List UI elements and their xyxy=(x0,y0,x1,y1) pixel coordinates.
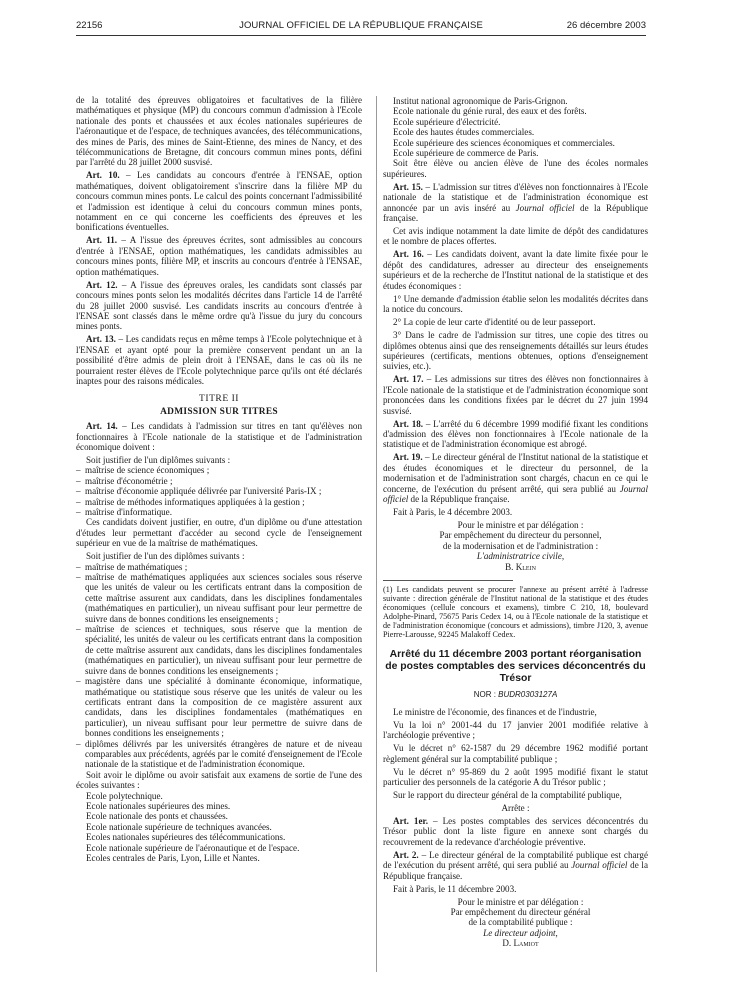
vu-decret-1995: Vu le décret n° 95-869 du 2 août 1995 modifié fixant le statut particulier des personnels de la catégorie A du Trésor public ; xyxy=(383,766,648,788)
list-item: – magistère dans une spécialité à dominante économique, informatique, mathématique ou statistique sous réserve que les unités de valeur ou les certificats entrant dans la composition de ce magistère assurent aux candidats, dans les disciplines fondamentales (mathématiques en particulier), un niveau suffisant pour leur permettre de suivre dans de bonnes conditions les enseignements ; xyxy=(76,676,362,738)
footnote: (1) Les candidats peuvent se procurer l'annexe au présent arrêté à l'adresse suivante : direction générale de l'Institut national de la statistique et des études économiques (cellule concours et examens), timbre C 210, 18, boulevard Adolphe-Pinard, 75675 Paris Cedex 14, ou à l'Ecole nationale de la statistique et de l'administration économique (concours et admissions), timbre J120, 3, avenue Pierre-Larousse, 92245 Malakoff Cedex. xyxy=(383,585,648,639)
article-text: – Les candidats au concours d'entrée à l'ENSAE, option mathématiques, doivent obligatoirement s'inscrire dans la filière MP du concours commun mines ponts. Le calcul des points concernant l'admissibilité et l'admission est identique à celui du concours commun mines ponts, notamment en ce qui concerne les coefficients des épreuves et les bonifications éventuelles. xyxy=(76,170,363,233)
school-item: Ecoles nationales supérieures des télécommunications. xyxy=(86,832,286,843)
nor-reference xyxy=(383,690,648,700)
article-text: – Les admissions sur titres des élèves non fonctionnaires à l'Ecole nationale de la statistique et de l'administration économique sont prononcées dans les conditions fixées par le décret du 27 juin 1994 susvisé. xyxy=(383,374,648,416)
signature-line: Par empêchement du directeur général xyxy=(450,907,591,918)
list-item: – maîtrise d'économétrie ; xyxy=(76,476,362,486)
school-list xyxy=(76,791,362,864)
signature-line: Par empêchement du directeur du personnel, xyxy=(439,530,602,541)
school-item: Ecole supérieure des sciences économiques et commerciales. xyxy=(393,137,615,148)
school-item: Ecole des hautes études commerciales. xyxy=(393,127,535,138)
school-item: Ecole nationale des ponts et chaussées. xyxy=(86,811,228,822)
soit-justifier-2: Soit justifier de l'un des diplômes suivants : xyxy=(86,551,245,562)
school-item: Ecole supérieure de commerce de Paris. xyxy=(393,148,539,159)
list-item: – maîtrise d'économie appliquée délivrée par l'université Paris-IX ; xyxy=(76,486,362,496)
signatory-name: D. Lamiot xyxy=(502,938,539,949)
article-number: Art. 16. xyxy=(393,249,424,260)
page-header xyxy=(76,18,646,34)
article-15 xyxy=(383,182,648,224)
journal-reference: Journal officiel xyxy=(383,483,648,504)
section-subtitle: ADMISSION SUR TITRES xyxy=(160,406,278,417)
signature-block-1 xyxy=(393,520,648,572)
article-text: – Les candidats doivent, avant la date limite fixée pour le dépôt des candidatures, adresser au directeur des enseignements supérieurs et de la recherche de l'Institut national de la statistique et des études économiques : xyxy=(383,249,649,291)
article-13 xyxy=(76,334,362,386)
school-item: Ecole nationale supérieure de l'aéronautique et de l'espace. xyxy=(86,842,300,853)
article-number: Art. 19. xyxy=(393,452,423,463)
article-text: – Les candidats à l'admission sur titres en tant qu'élèves non fonctionnaires à l'Ecole nationale de la statistique et de l'administration économique doivent : xyxy=(76,421,362,452)
list-item: – maîtrise de science économiques ; xyxy=(76,465,362,475)
signature-line: Pour le ministre et par délégation : xyxy=(457,896,584,907)
article-11 xyxy=(76,235,362,277)
journal-reference: Journal officiel xyxy=(515,202,575,213)
school-item: Ecoles centrales de Paris, Lyon, Lille et Nantes. xyxy=(86,853,260,863)
article-text: – Le directeur général de la comptabilité publique est chargé de l'exécution du présent arrêté, qui sera publié au xyxy=(383,849,648,871)
article-19 xyxy=(383,452,648,504)
article-text: de la République française. xyxy=(383,860,648,881)
article-text: – L'admission sur titres d'élèves non fonctionnaires à l'Ecole nationale de la statistique et de l'administration économique est annoncée par un avis inséré au xyxy=(383,181,648,213)
section-title: TITRE II xyxy=(199,393,239,405)
fait-a-paris-2: Fait à Paris, le 11 décembre 2003. xyxy=(393,883,517,894)
article-number: Art. 12. xyxy=(86,279,118,290)
vu-decret-1962: Vu le décret n° 62-1587 du 29 décembre 1962 modifié portant règlement général sur la comptabilité publique ; xyxy=(383,743,648,764)
article-10 xyxy=(76,170,362,232)
soit-justifier-1: Soit justifier de l'un diplômes suivants : xyxy=(86,454,231,465)
diploma-list-2 xyxy=(76,562,362,770)
footnote-rule xyxy=(383,580,513,581)
article-number: Art. 18. xyxy=(393,418,424,429)
article-number: Art. 15. xyxy=(393,181,423,192)
school-item: Ecole nationale du génie rural, des eaux et des forêts. xyxy=(393,106,587,117)
article-text: de la République française. xyxy=(408,493,510,504)
article-14 xyxy=(76,421,362,452)
school-item: Ecole polytechnique. xyxy=(86,790,163,801)
list-item: – maîtrise de sciences et techniques, sous réserve que la mention de spécialité, les unités de valeur ou les certificats entrant dans la composition de cette maîtrise assurent aux candidats, dans les disciplines fondamentales (mathématiques en particulier), un niveau suffisant pour leur permettre de suivre dans de bonnes conditions les enseignements ; xyxy=(76,624,362,676)
article-18 xyxy=(383,419,648,450)
article-number: Art. 14. xyxy=(86,421,118,432)
fait-a-paris-1: Fait à Paris, le 4 décembre 2003. xyxy=(393,506,513,517)
article-number: Art. 10. xyxy=(86,170,120,181)
journal-title: JOURNAL OFFICIEL DE LA RÉPUBLIQUE FRANÇAISE xyxy=(239,20,483,31)
article-number: Art. 1er. xyxy=(393,816,428,827)
signatory-role: L'administratrice civile, xyxy=(476,551,565,562)
article-16 xyxy=(383,249,648,291)
numbered-item-3: 3° Dans le cadre de l'admission sur titres, une copie des titres ou diplômes obtenus ainsi que des renseignements détaillés sur leurs études supérieures (certificats, mentions obtenues, options d'enseignement suivies, etc.). xyxy=(383,330,648,372)
list-item: – maîtrise de mathématiques ; xyxy=(76,562,362,572)
school-item: Ecole supérieure d'électricité. xyxy=(393,116,501,127)
article-2 xyxy=(383,850,648,881)
article-text: – A l'issue des épreuves orales, les candidats sont classés par concours mines ponts selon les modalités décrites dans l'article 14 de l'arrêté du 28 juillet 2000 susvisé. Les candidats inscrits au concours d'entrée à l'ENSAE sont classés dans le même ordre qu'à l'issue du jury du concours mines ponts. xyxy=(76,279,362,332)
header-rule xyxy=(76,35,646,36)
article-number: Art. 11. xyxy=(86,235,118,246)
signature-line: Pour le ministre et par délégation : xyxy=(457,519,584,530)
sur-le-rapport: Sur le rapport du directeur général de la comptabilité publique, xyxy=(393,790,622,801)
column-separator xyxy=(376,96,377,972)
school-item: Institut national agronomique de Paris-Grignon. xyxy=(393,96,568,106)
list-item: – maîtrise de méthodes informatiques appliquées à la gestion ; xyxy=(76,497,362,507)
article-number: Art. 17. xyxy=(393,374,424,385)
vu-loi: Vu la loi n° 2001-44 du 17 janvier 2001 modifiée relative à l'archéologie préventive ; xyxy=(383,719,648,741)
article-number: Art. 2. xyxy=(393,849,419,860)
school-item: Ecole nationales supérieures des mines. xyxy=(86,800,231,811)
arrete-label: Arrête : xyxy=(501,803,530,814)
article-12 xyxy=(76,280,362,332)
signature-line: de la comptabilité publique : xyxy=(468,917,573,928)
article-1 xyxy=(383,816,648,847)
issue-date: 26 décembre 2003 xyxy=(566,20,646,31)
page-number: 22156 xyxy=(76,20,103,31)
paragraph-ces-candidats: Ces candidats doivent justifier, en outre, d'un diplôme ou d'une attestation d'études leur permettant d'accéder au second cycle de l'enseignement supérieur en vue de la maîtrise de mathématiques. xyxy=(76,517,362,549)
article-text: – L'arrêté du 6 décembre 1999 modifié fixant les conditions d'admission des élèves non fonctionnaires à l'Ecole nationale de la statistique et de l'administration économique est abrogé. xyxy=(383,418,648,450)
article-number: Art. 13. xyxy=(86,334,116,345)
arrete-title: Arrêté du 11 décembre 2003 portant réorganisation de postes comptables des services déconcentrés du Trésor xyxy=(385,649,646,684)
article-text: – Le directeur général de l'Institut national de la statistique et des études économiques et le directeur du personnel, de la modernisation et de l'administration sont chargés, chacun en ce qui le concerne, de l'exécution du présent arrêté, qui sera publié au xyxy=(383,452,649,494)
article-17 xyxy=(383,374,648,416)
numbered-item-2: 2° La copie de leur carte d'identité ou de leur passeport. xyxy=(393,317,596,328)
left-column xyxy=(76,95,362,863)
diploma-list-1 xyxy=(76,465,362,517)
article-text: de la République française. xyxy=(383,202,648,224)
nor-code: BUDR0303127A xyxy=(498,690,558,700)
minister-line: Le ministre de l'économie, des finances et de l'industrie, xyxy=(393,706,597,717)
list-item: – maîtrise de mathématiques appliquées aux sciences sociales sous réserve que les unités de valeur ou les certificats entrant dans la composition de cette maîtrise assurent aux candidats, dans les disciplines fondamentales (mathématiques en particulier), un niveau suffisant pour leur permettre de suivre dans de bonnes conditions les enseignements ; xyxy=(76,572,362,624)
article-text: – Les postes comptables des services déconcentrés du Trésor public dont la liste figure en annexe sont chargés du recouvrement de la redevance d'archéologie préventive. xyxy=(383,816,648,847)
paragraph-continuation: de la totalité des épreuves obligatoires et facultatives de la filière mathématiques et physique (MP) du concours commun d'admission à l'Ecole nationale des ponts et chaussées et aux écoles nationales supérieures de l'aéronautique et de l'espace, de techniques avancées, des télécommunications, des mines de Paris, des mines de Saint-Etienne, des mines de Nancy, et des télécommunications de Bretagne, dit concours commun mines ponts, défini par l'arrêté du 28 juillet 2000 susvisé. xyxy=(76,95,362,168)
nor-label: NOR : xyxy=(473,690,499,700)
journal-reference: Journal officiel xyxy=(571,860,628,871)
list-item: – diplômes délivrés par les universités étrangères de nature et de niveau comparables aux précédents, agréés par le comité d'enseignement de l'Ecole nationale de la statistique et de l'administration économique. xyxy=(76,739,362,770)
right-column xyxy=(383,96,648,949)
soit-eleve: Soit être élève ou ancien élève de l'une des écoles normales supérieures. xyxy=(383,158,648,179)
school-list-continued xyxy=(383,96,648,158)
signatory-role: Le directeur adjoint, xyxy=(483,927,558,938)
signature-block-2 xyxy=(393,897,648,949)
paragraph-cet-avis: Cet avis indique notamment la date limite de dépôt des candidatures et le nombre de places offertes. xyxy=(383,226,648,247)
soit-avoir-diplome: Soit avoir le diplôme ou avoir satisfait aux examens de sortie de l'une des écoles suivantes : xyxy=(76,769,362,791)
numbered-item-1: 1° Une demande d'admission établie selon les modalités décrites dans la notice du concours. xyxy=(383,293,648,315)
article-text: – Les candidats reçus en même temps à l'Ecole polytechnique et à l'ENSAE et ayant opté pour la première conservent pendant un an la possibilité d'être admis de plein droit à l'ENSAE, dans le cas où ils ne pourraient rester élèves de l'Ecole polytechnique parce qu'ils ont été déclarés inaptes pour des raisons médicales. xyxy=(76,334,363,386)
signatory-name: B. Klein xyxy=(505,561,536,572)
list-item: – maîtrise d'informatique. xyxy=(76,507,362,517)
signature-line: de la modernisation et de l'administration : xyxy=(442,540,599,551)
school-item: Ecole nationale supérieure de techniques avancées. xyxy=(86,821,272,832)
article-text: – A l'issue des épreuves écrites, sont admissibles au concours d'entrée à l'ENSAE, option mathématiques, les candidats admissibles au concours mines ponts, filière MP, et inscrits au concours d'entrée à l'ENSAE, option mathématiques. xyxy=(76,235,362,277)
